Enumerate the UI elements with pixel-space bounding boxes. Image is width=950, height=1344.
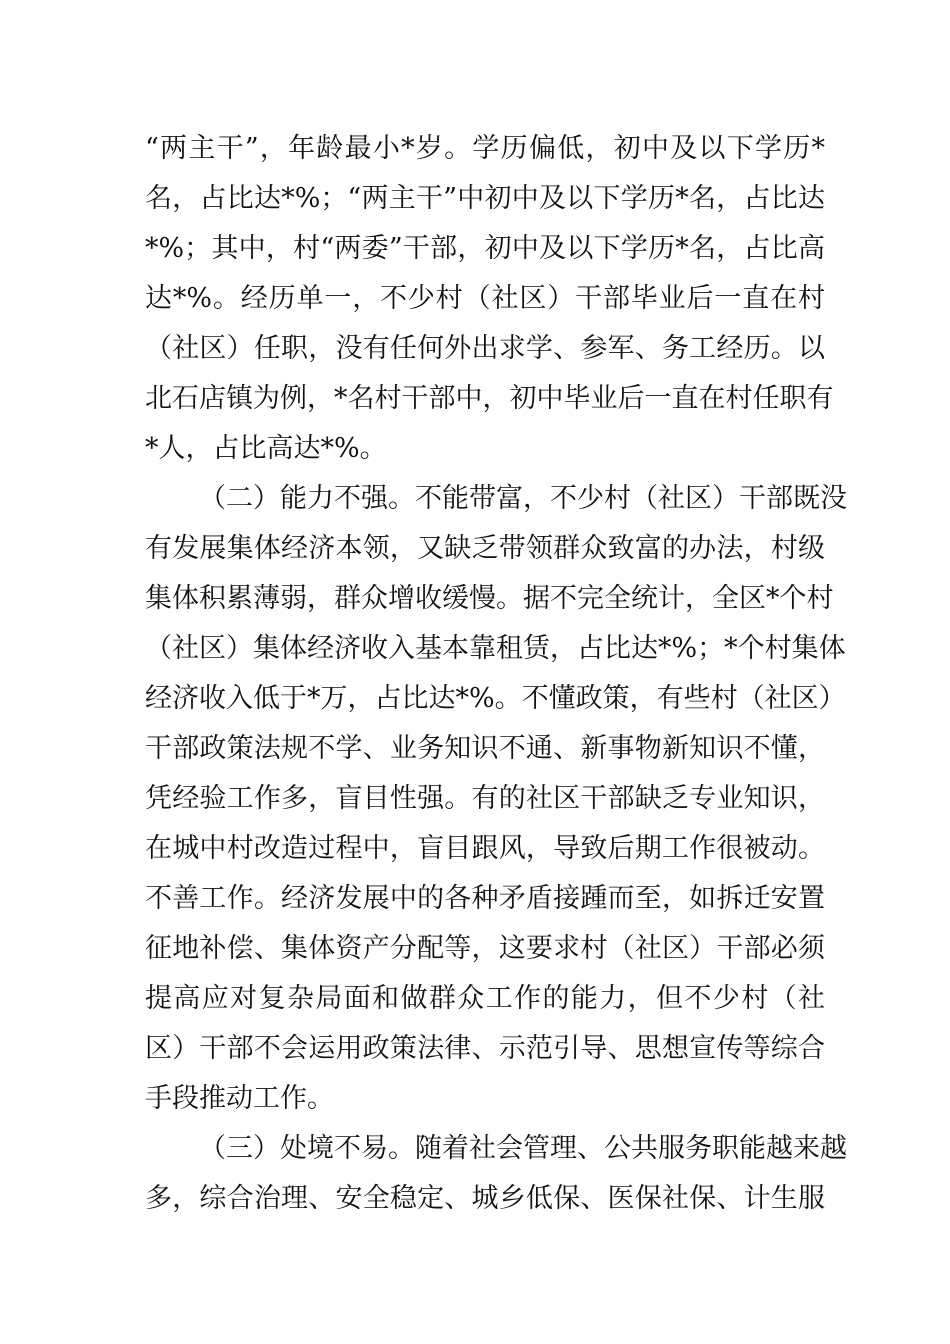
- section-heading-line: （三）处境不易。随着社会管理、公共服务职能越来越: [199, 1133, 847, 1164]
- text-line: 多，综合治理、安全稳定、城乡低保、医保社保、计生服: [145, 1183, 825, 1214]
- text-line: 北石店镇为例，*名村干部中，初中毕业后一直在村任职有: [145, 383, 834, 414]
- text-line: *人，占比高达*%。: [145, 433, 387, 464]
- text-line: “两主干”，年龄最小*岁。学历偏低，初中及以下学历*: [145, 133, 825, 164]
- text-line: 提高应对复杂局面和做群众工作的能力，但不少村（社: [145, 983, 825, 1014]
- text-line: 在城中村改造过程中，盲目跟风，导致后期工作很被动。: [145, 833, 825, 864]
- text-line: 经济收入低于*万，占比达*%。不懂政策，有些村（社区）: [145, 683, 846, 714]
- text-line: 名，占比达*%；“两主干”中初中及以下学历*名，占比达: [145, 183, 825, 214]
- text-line: 凭经验工作多，盲目性强。有的社区干部缺乏专业知识，: [145, 783, 825, 814]
- text-line: 干部政策法规不学、业务知识不通、新事物新知识不懂，: [145, 733, 825, 764]
- text-line: 征地补偿、集体资产分配等，这要求村（社区）干部必须: [145, 933, 825, 964]
- text-line: （社区）任职，没有任何外出求学、参军、务工经历。以: [145, 333, 825, 364]
- text-line: 区）干部不会运用政策法律、示范引导、思想宣传等综合: [145, 1033, 825, 1064]
- text-line: 有发展集体经济本领，又缺乏带领群众致富的办法，村级: [145, 533, 825, 564]
- text-line: 达*%。经历单一，不少村（社区）干部毕业后一直在村: [145, 283, 825, 314]
- text-line: 集体积累薄弱，群众增收缓慢。据不完全统计，全区*个村: [145, 583, 834, 614]
- section-heading-line: （二）能力不强。不能带富，不少村（社区）干部既没: [199, 483, 847, 514]
- text-line: （社区）集体经济收入基本靠租赁，占比达*%；*个村集体: [145, 633, 846, 664]
- text-line: 不善工作。经济发展中的各种矛盾接踵而至，如拆迁安置: [145, 883, 825, 914]
- text-line: *%；其中，村“两委”干部，初中及以下学历*名，占比高: [145, 233, 825, 264]
- text-line: 手段推动工作。: [145, 1083, 334, 1114]
